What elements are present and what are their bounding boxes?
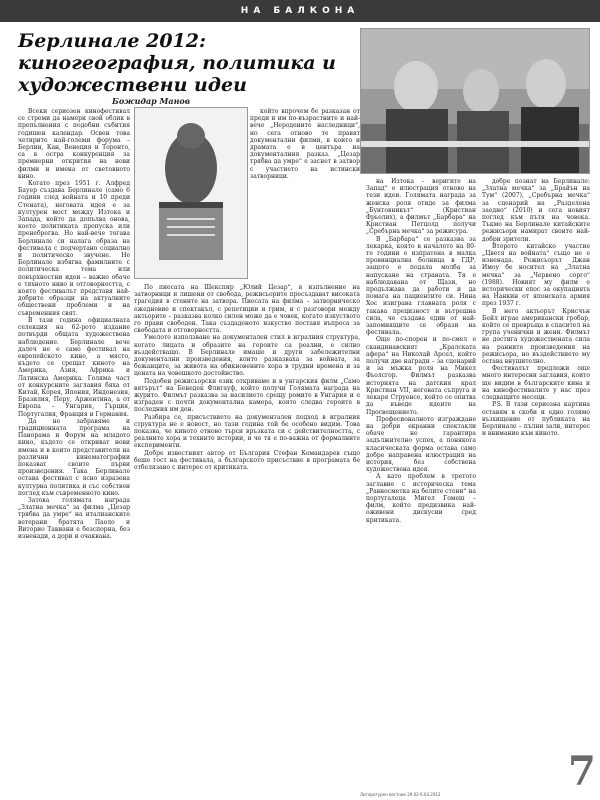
article-paragraph: P.S. В тази сериозна картина оставям в скоби и едно голямо възхищение от публиката на Берлинале – пълни зали, интерес и внимание към киното. (482, 401, 590, 438)
article-paragraph: В тази година официалната селекция на 62-рото издание потвърди общата художествена наблюдение. Берлинале вече далеч не е само фестивал на европейското кино, а място, където се срещат киното на Америка, Азия, Африка и Латинска Америка. Голяма част от конкурсните заглавия бяха от Китай, Корея, Япония, Индонезия, Бразилия, Перу, Аржентина, а от Европа – Унгария, Гърция, Португалия, Франция и Германия. (18, 316, 130, 418)
page-number: 7 (568, 748, 596, 795)
article-paragraph: който впрочем бе разказан от преди и им по-възрастните и най-вече „Неродените наследници“, но сега отново те правят документални филми, в които и драмата е в центъра на документалния разказ. „Цезар трябва да умре“ е заснет в затвор с участието на истински затворници. (250, 108, 360, 180)
article-paragraph: В него актьорът Крисчън Бейл играе американски гробар, който се превръща в спасител на група ученички и жени. Филмът не достига художествената сила на ранните произведения на режисьора, но въздействието му остава внушително. (482, 307, 590, 366)
article-paragraph: Умелото използване на документален стил в игралния структура, когато лицата и образите на героите са реални, е силно въздействащо. В Берлинале имаше и други забележителни документални произведения, които разказваха за войната, за бежанците, за живота на обикновените хора в трудни времена и за цената на човешкото достойнство. (134, 334, 360, 378)
article-paragraph: Второто китайско участие „Цветя на войната“ също не е изненада. Режисьорът Джан Имоу бе носител на „Златна мечка“ за „Червено сорго“ (1988). Новият му филм е исторически епос за окупацията на Нанкин от японската армия през 1937 г. (482, 242, 590, 308)
article-paragraph: на Изтока – веригите на Запад“ е илюстрация отново на тези идеи. Голямата награда за женска роля отиде за филма „Бунтовникът“ (Кристиан Фрьолих), а филмът „Барбара“ на Кристиан Петцолд получи „Сребърна мечка“ за режисура. (366, 178, 476, 236)
footer-text: Литературен вестник 29.02-6.03.2012 (360, 792, 441, 797)
article-paragraph: В „Барбара“ се разказва за лекарка, която в началото на 80-те години е изпратена в малка провинциална болница в ГДР, защото е подала молба за напускане на страната. Тя е наблюдавана от Щази, но продължава да работи и да помага на пациентите си. Нина Хос изиграва главната роля с такава прецизност и вътрешна сила, че създава един от най-запомнящите се образи на фестивала. (366, 235, 476, 337)
article-paragraph: По пиесата на Шекспир „Юлий Цезар“, в изпълнение на затворници и лишени от свобода, режисьорите пресъздават високата трагедия в стените на затвора. Пиесата на филма – затворническо ежедневие и спектакъл, с репетиции и грим, и с разговори между актьорите – разказва колко силен може да е човек, когато изкуството го прави свободен. Така създаденото изкуство поставя въпроса за свободата и отговорността. (134, 284, 360, 335)
article-author: Божидар Манов (112, 96, 191, 106)
article-paragraph: Да не забравяме и традиционната програма на Панорама и Форум на младото кино, където се откриват нови имена и в които представители на различни кинематографии показват своите първи произведения. Така Берлинале остава фестивал с ясно изразена културна политика и със собствен поглед към съвременното кино. (18, 417, 130, 497)
bear-trophy-image (135, 108, 247, 278)
article-paragraph: Разбира се, присъствието на документален подход в игралния структура не е новост, но тази година той бе особено видим. Това показва, че киното отново търси връзката си с действителността, с реалните хора и техните истории, и че тя е по-важна от формалните експерименти. (134, 413, 360, 450)
article-paragraph: Още по-спорен и по-смел е скандинавският „Кралската афера“ на Николай Арсел, който получи две награди – за сценарий и за мъжка роля на Микел Фьолсгор. Филмът разказва историята на датския крал Кристиан VII, неговата съпруга и лекаря Струенсе, който се опитва да въведе идеите на Просвещението. (366, 336, 476, 416)
article-column-1 (18, 108, 130, 788)
article-paragraph: Затова голямата награда „Златна мечка“ за филма „Цезар трябва да умре“ на италианските ветерани братята Паоло и Виторио Тавиани е безспорна, без изненади, а дори и очаквана. (18, 496, 130, 540)
festival-photo (360, 28, 590, 174)
article-paragraph: Професионалното изграждане на добри екранни спектакли обаче не гарантира задължително успех, а понякога класическата форма остава само добре направена илюстрация на история, без собствена художествена идея. (366, 415, 476, 474)
article-column-2-upper (250, 108, 360, 280)
article-paragraph: Фестивалът предложи още много интересни заглавия, които ще видим в българските кина и на кинофестивалите у нас през следващите месеци. (482, 365, 590, 402)
article-paragraph: Когато през 1951 г. Алфред Бауер създава Берлинале (само 6 години след войната и 10 преди Стената), неговата идея е за културен мост между Изтока и Запада, който да допълва онова, което политиката пропуска или пренебрегва. Но най-вече тогава Берлинале си налага образа на фестивала с подчертано социално и политическо звучене. Не Берлинале избягва фамилните с политическа тема или повърхностни идеи – важно обаче е тяхното ниво и отговорността, с която фестивалът представя най-добрите образци на актуалните обществени проблеми и на съвременния свят. (18, 180, 130, 317)
article-column-4 (482, 178, 590, 738)
bear-trophy-photo (134, 107, 248, 279)
article-title: Берлинале 2012: киногеография, политика и художествени идеи (18, 30, 336, 96)
article-paragraph: добре познат на Берлинале: „Златна мечка“ за „Брайън на Тум“ (2007), „Сребърна мечка“ за сценарий на „Разделена заедно“ (2010) и сега новият поглед към пътя на човека. Тъкмо на Берлинале китайските режисьори намират своите най-добри зрители. (482, 178, 590, 243)
article-paragraph: Добре известният автор от България Стефан Командарев също беше гост на фестивала, а българското присъствие в програмата бе отбелязано с интерес от критиката. (134, 449, 360, 472)
article-column-3 (366, 178, 476, 788)
festival-photo-image (361, 29, 589, 173)
article-column-2-lower (134, 284, 360, 788)
article-paragraph: А като проблем в третото заглавие с историческа тема „Равносметка на белите стени“ на португалеца Мигел Гомеш – филм, който предизвика най-оживени дискусии сред критиката. (366, 473, 476, 524)
article-paragraph: Всеки сериозен кинофестивал се стреми да намери свой облик в препълнения с подобни събития годишен календар. Освен това четирите най-големи форума – Берлин, Кан, Венеция и Торонто, са в остра конкуренция за премиерни открития на нови филми и имена от световното кино. (18, 108, 130, 180)
article-paragraph: Подобен режисьорски език откриваме и в унгарския филм „Само вятърът“ на Бенедек Флигауф, който получи Голямата награда на журито. Филмът разказва за насилието срещу ромите в Унгария и е изграден с почти документална камера, която следва героите в последния им ден. (134, 377, 360, 414)
section-label: НА БАЛКОНА (240, 6, 360, 16)
